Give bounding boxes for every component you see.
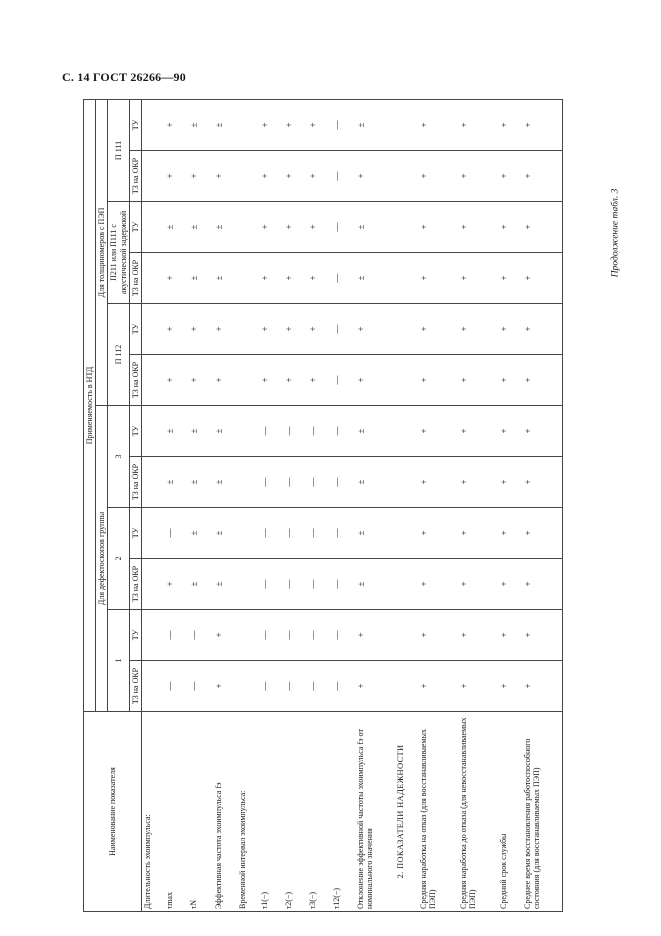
indicator-name: Среднее время восстановления работоспособного состояния (для восстанавливаемых ПЭП) bbox=[522, 712, 563, 912]
applicability-cell: + bbox=[522, 508, 563, 559]
applicability-cell: ± bbox=[355, 99, 395, 150]
applicability-cell: + bbox=[283, 253, 307, 304]
applicability-cell: + bbox=[458, 304, 498, 355]
header-tz: ТЗ на ОКР bbox=[129, 457, 141, 508]
applicability-cell: + bbox=[522, 559, 563, 610]
indicator-name: Отклонение эффективной частоты эхоимпульса fэ от номинального значения bbox=[355, 712, 395, 912]
header-p111: П 111 bbox=[108, 99, 129, 201]
applicability-cell: — bbox=[331, 355, 355, 406]
applicability-cell: ± bbox=[188, 99, 212, 150]
table-row bbox=[213, 99, 237, 911]
applicability-cell: — bbox=[259, 661, 283, 712]
applicability-cell: + bbox=[283, 355, 307, 406]
applicability-cell bbox=[141, 355, 164, 406]
applicability-cell bbox=[141, 304, 164, 355]
applicability-cell: — bbox=[331, 457, 355, 508]
applicability-cell: + bbox=[458, 508, 498, 559]
applicability-cell: + bbox=[418, 406, 458, 457]
applicability-cell: + bbox=[498, 559, 522, 610]
applicability-cell bbox=[237, 508, 259, 559]
applicability-cell: — bbox=[283, 559, 307, 610]
applicability-cell: + bbox=[259, 253, 283, 304]
applicability-cell: ± bbox=[213, 253, 237, 304]
header-tz: ТЗ на ОКР bbox=[129, 559, 141, 610]
applicability-cell: ± bbox=[213, 406, 237, 457]
header-group-2: 2 bbox=[108, 508, 129, 610]
applicability-cell: — bbox=[259, 508, 283, 559]
applicability-cell: + bbox=[418, 253, 458, 304]
applicability-cell: + bbox=[307, 202, 331, 253]
applicability-cell: ± bbox=[355, 202, 395, 253]
table-row bbox=[164, 99, 188, 911]
applicability-cell: + bbox=[418, 508, 458, 559]
applicability-cell bbox=[141, 151, 164, 202]
applicability-cell: + bbox=[522, 610, 563, 661]
table-row bbox=[331, 99, 355, 911]
applicability-cell: — bbox=[283, 508, 307, 559]
applicability-cell: ± bbox=[164, 457, 188, 508]
applicability-cell: — bbox=[331, 610, 355, 661]
applicability-cell: ± bbox=[213, 202, 237, 253]
applicability-cell: + bbox=[418, 151, 458, 202]
applicability-cell: — bbox=[283, 457, 307, 508]
applicability-cell: + bbox=[259, 355, 283, 406]
applicability-cell: + bbox=[498, 151, 522, 202]
applicability-cell: + bbox=[498, 610, 522, 661]
indicator-name: τ1(−) bbox=[259, 712, 283, 912]
applicability-cell: — bbox=[331, 99, 355, 150]
indicator-name: Средняя наработка до отказа (для невосстанавливаемых ПЭП) bbox=[458, 712, 498, 912]
table-row bbox=[418, 99, 458, 911]
applicability-cell bbox=[237, 202, 259, 253]
applicability-cell: + bbox=[418, 99, 458, 150]
applicability-cell bbox=[395, 406, 418, 457]
applicability-cell: ± bbox=[355, 559, 395, 610]
applicability-cell: ± bbox=[164, 406, 188, 457]
applicability-cell bbox=[141, 457, 164, 508]
applicability-cell: + bbox=[164, 304, 188, 355]
applicability-cell: — bbox=[307, 508, 331, 559]
applicability-cell bbox=[237, 253, 259, 304]
header-applicability: Применяемость в НТД bbox=[84, 99, 96, 711]
header-tu: ТУ bbox=[129, 508, 141, 559]
applicability-cell: + bbox=[498, 253, 522, 304]
indicator-name: τ3(−) bbox=[307, 712, 331, 912]
applicability-cell: — bbox=[164, 610, 188, 661]
continuation-label: Продолжение табл. 3 bbox=[611, 188, 621, 278]
applicability-cell bbox=[237, 457, 259, 508]
applicability-cell bbox=[141, 253, 164, 304]
table-row bbox=[498, 99, 522, 911]
applicability-cell: + bbox=[418, 610, 458, 661]
applicability-cell: — bbox=[188, 661, 212, 712]
indicator-name: 2. ПОКАЗАТЕЛИ НАДЕЖНОСТИ bbox=[395, 712, 418, 912]
applicability-cell bbox=[141, 406, 164, 457]
applicability-cell bbox=[395, 661, 418, 712]
applicability-cell bbox=[395, 99, 418, 150]
applicability-cell bbox=[395, 304, 418, 355]
applicability-cell: + bbox=[355, 661, 395, 712]
header-tu: ТУ bbox=[129, 610, 141, 661]
applicability-cell: + bbox=[213, 661, 237, 712]
applicability-cell: + bbox=[498, 99, 522, 150]
header-indicator-name: Наименование показателя bbox=[84, 712, 142, 912]
applicability-cell: — bbox=[307, 559, 331, 610]
applicability-cell: + bbox=[522, 406, 563, 457]
header-tu: ТУ bbox=[129, 406, 141, 457]
applicability-cell: — bbox=[331, 508, 355, 559]
indicator-name: Средний срок службы bbox=[498, 712, 522, 912]
table-row bbox=[355, 99, 395, 911]
indicator-name: τ2(−) bbox=[283, 712, 307, 912]
rotated-table-area bbox=[83, 100, 563, 912]
applicability-cell: + bbox=[355, 355, 395, 406]
applicability-cell: + bbox=[188, 151, 212, 202]
applicability-cell bbox=[395, 457, 418, 508]
applicability-cell: + bbox=[458, 253, 498, 304]
applicability-cell: ± bbox=[188, 559, 212, 610]
applicability-cell: + bbox=[498, 508, 522, 559]
applicability-cell: + bbox=[418, 304, 458, 355]
applicability-cell bbox=[395, 253, 418, 304]
applicability-cell bbox=[141, 99, 164, 150]
header-tu: ТУ bbox=[129, 99, 141, 150]
applicability-cell: + bbox=[259, 202, 283, 253]
applicability-cell: + bbox=[188, 355, 212, 406]
applicability-cell bbox=[395, 559, 418, 610]
applicability-cell bbox=[237, 559, 259, 610]
applicability-cell: ± bbox=[213, 99, 237, 150]
page-header: С. 14 ГОСТ 26266—90 bbox=[62, 70, 186, 84]
applicability-cell: + bbox=[259, 151, 283, 202]
applicability-cell bbox=[141, 508, 164, 559]
applicability-cell bbox=[237, 661, 259, 712]
applicability-cell: — bbox=[283, 610, 307, 661]
table-row bbox=[458, 99, 498, 911]
applicability-cell: + bbox=[522, 304, 563, 355]
applicability-cell: + bbox=[355, 610, 395, 661]
applicability-cell: + bbox=[458, 355, 498, 406]
header-tu: ТУ bbox=[129, 304, 141, 355]
applicability-cell: + bbox=[418, 661, 458, 712]
applicability-cell: + bbox=[522, 202, 563, 253]
applicability-cell: + bbox=[418, 202, 458, 253]
applicability-cell: + bbox=[283, 304, 307, 355]
applicability-cell: + bbox=[458, 406, 498, 457]
applicability-cell: + bbox=[458, 99, 498, 150]
applicability-cell: — bbox=[307, 457, 331, 508]
applicability-cell bbox=[395, 202, 418, 253]
applicability-cell: ± bbox=[188, 457, 212, 508]
applicability-cell: — bbox=[164, 508, 188, 559]
applicability-cell bbox=[141, 559, 164, 610]
applicability-cell: ± bbox=[188, 406, 212, 457]
applicability-cell bbox=[141, 661, 164, 712]
indicator-name: Средняя наработка на отказ (для восстанавливаемых ПЭП) bbox=[418, 712, 458, 912]
applicability-cell: + bbox=[164, 99, 188, 150]
table-row bbox=[188, 99, 212, 911]
applicability-cell: + bbox=[498, 355, 522, 406]
header-tz: ТЗ на ОКР bbox=[129, 151, 141, 202]
applicability-cell: ± bbox=[188, 253, 212, 304]
applicability-cell: + bbox=[458, 202, 498, 253]
applicability-cell: — bbox=[331, 406, 355, 457]
applicability-cell bbox=[395, 355, 418, 406]
applicability-cell: — bbox=[331, 151, 355, 202]
applicability-cell: — bbox=[259, 610, 283, 661]
applicability-cell bbox=[237, 406, 259, 457]
header-group-3: 3 bbox=[108, 406, 129, 508]
applicability-cell: + bbox=[522, 151, 563, 202]
header-tz: ТЗ на ОКР bbox=[129, 355, 141, 406]
applicability-cell: + bbox=[522, 99, 563, 150]
applicability-cell: + bbox=[259, 304, 283, 355]
applicability-cell: + bbox=[213, 304, 237, 355]
applicability-cell: — bbox=[331, 253, 355, 304]
applicability-cell: + bbox=[498, 406, 522, 457]
applicability-cell: + bbox=[188, 304, 212, 355]
applicability-cell: + bbox=[522, 661, 563, 712]
applicability-cell: + bbox=[355, 151, 395, 202]
applicability-cell: — bbox=[283, 406, 307, 457]
applicability-cell: — bbox=[259, 406, 283, 457]
applicability-cell: — bbox=[259, 457, 283, 508]
applicability-cell: + bbox=[418, 457, 458, 508]
applicability-cell: — bbox=[307, 610, 331, 661]
applicability-cell: + bbox=[164, 151, 188, 202]
applicability-cell: ± bbox=[213, 508, 237, 559]
applicability-cell: + bbox=[458, 610, 498, 661]
applicability-cell: + bbox=[458, 661, 498, 712]
applicability-cell: + bbox=[283, 99, 307, 150]
header-tz: ТЗ на ОКР bbox=[129, 661, 141, 712]
applicability-cell: ± bbox=[355, 253, 395, 304]
applicability-cell bbox=[237, 151, 259, 202]
table-row bbox=[141, 99, 164, 911]
applicability-cell: + bbox=[458, 559, 498, 610]
applicability-cell: ± bbox=[355, 406, 395, 457]
header-tu: ТУ bbox=[129, 202, 141, 253]
indicator-name: τ12(−) bbox=[331, 712, 355, 912]
indicator-name: τmax bbox=[164, 712, 188, 912]
applicability-cell: + bbox=[307, 253, 331, 304]
applicability-cell: + bbox=[522, 253, 563, 304]
applicability-cell: + bbox=[498, 661, 522, 712]
applicability-cell: ± bbox=[213, 559, 237, 610]
table-row bbox=[237, 99, 259, 911]
applicability-cell: + bbox=[307, 304, 331, 355]
applicability-cell: + bbox=[164, 559, 188, 610]
applicability-cell bbox=[395, 151, 418, 202]
applicability-cell: + bbox=[522, 355, 563, 406]
applicability-cell: + bbox=[498, 304, 522, 355]
table-row bbox=[283, 99, 307, 911]
applicability-cell: + bbox=[418, 559, 458, 610]
applicability-cell: — bbox=[164, 661, 188, 712]
indicator-name: Длительность эхоимпульса: bbox=[141, 712, 164, 912]
applicability-cell: + bbox=[259, 99, 283, 150]
applicability-cell bbox=[237, 304, 259, 355]
header-p211: П211 или П111 с акустической задержкой bbox=[108, 202, 129, 304]
applicability-table bbox=[83, 99, 563, 912]
applicability-cell: + bbox=[498, 457, 522, 508]
applicability-cell: + bbox=[307, 151, 331, 202]
applicability-cell: — bbox=[283, 661, 307, 712]
applicability-cell bbox=[237, 99, 259, 150]
applicability-cell bbox=[237, 355, 259, 406]
applicability-cell: + bbox=[307, 99, 331, 150]
applicability-cell: + bbox=[458, 151, 498, 202]
applicability-cell: — bbox=[331, 559, 355, 610]
header-group-1: 1 bbox=[108, 610, 129, 712]
applicability-cell: + bbox=[213, 610, 237, 661]
applicability-cell: — bbox=[188, 610, 212, 661]
header-p112: П 112 bbox=[108, 304, 129, 406]
table-row bbox=[307, 99, 331, 911]
table-row bbox=[522, 99, 563, 911]
table-body bbox=[141, 99, 562, 911]
table-row bbox=[395, 99, 418, 911]
applicability-cell: — bbox=[331, 661, 355, 712]
applicability-cell bbox=[237, 610, 259, 661]
applicability-cell: + bbox=[522, 457, 563, 508]
applicability-cell: — bbox=[259, 559, 283, 610]
header-thickness-gauges: Для толщиномеров с ПЭП bbox=[96, 99, 108, 405]
table-row bbox=[259, 99, 283, 911]
applicability-cell bbox=[395, 508, 418, 559]
applicability-cell: + bbox=[213, 355, 237, 406]
applicability-cell: — bbox=[307, 406, 331, 457]
applicability-cell: ± bbox=[355, 508, 395, 559]
applicability-cell: + bbox=[458, 457, 498, 508]
applicability-cell: — bbox=[331, 304, 355, 355]
applicability-cell: ± bbox=[355, 457, 395, 508]
applicability-cell bbox=[141, 202, 164, 253]
applicability-cell: ± bbox=[188, 202, 212, 253]
applicability-cell: + bbox=[498, 202, 522, 253]
applicability-cell: + bbox=[307, 355, 331, 406]
indicator-name: Временной интервал эхоимпульса: bbox=[237, 712, 259, 912]
applicability-cell: + bbox=[355, 304, 395, 355]
applicability-cell bbox=[395, 610, 418, 661]
header-tz: ТЗ на ОКР bbox=[129, 253, 141, 304]
applicability-cell: + bbox=[164, 355, 188, 406]
applicability-cell: + bbox=[283, 202, 307, 253]
applicability-cell: — bbox=[331, 202, 355, 253]
applicability-cell: ± bbox=[213, 457, 237, 508]
applicability-cell: ± bbox=[164, 202, 188, 253]
applicability-cell: — bbox=[307, 661, 331, 712]
applicability-cell: ± bbox=[188, 508, 212, 559]
header-flaw-detectors: Для дефектоскопов группы bbox=[96, 406, 108, 712]
indicator-name: τN bbox=[188, 712, 212, 912]
applicability-cell: + bbox=[418, 355, 458, 406]
applicability-cell: + bbox=[283, 151, 307, 202]
applicability-cell: + bbox=[164, 253, 188, 304]
indicator-name: Эффективная частота эхоимпульса fэ bbox=[213, 712, 237, 912]
applicability-cell bbox=[141, 610, 164, 661]
applicability-cell: + bbox=[213, 151, 237, 202]
